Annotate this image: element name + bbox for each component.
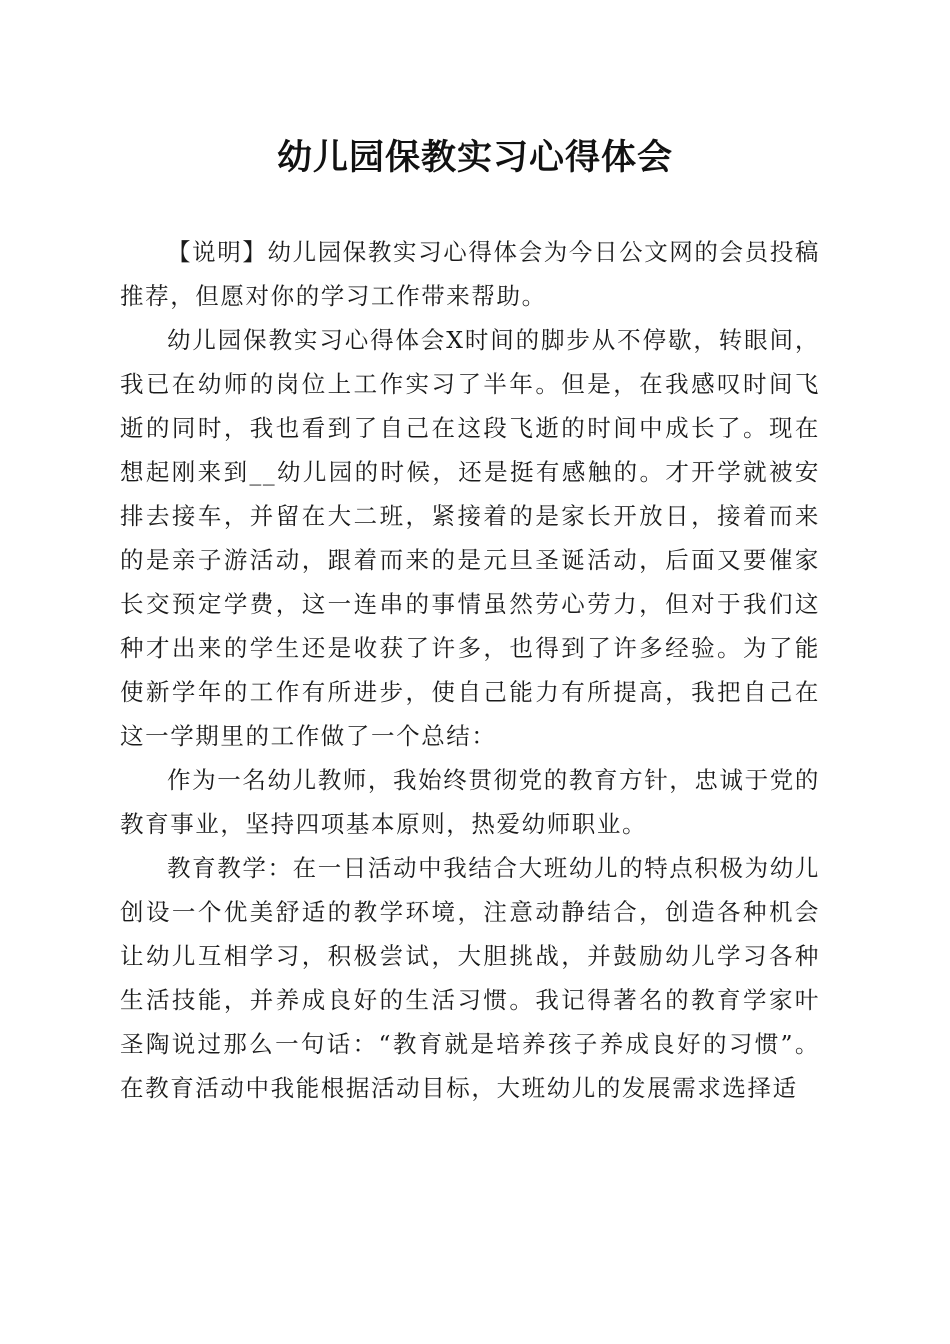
paragraph-teaching: 教育教学：在一日活动中我结合大班幼儿的特点积极为幼儿创设一个优美舒适的教学环境，注意动静结合，创造各种机会让幼儿互相学习，积极尝试，大胆挑战，并鼓励幼儿学习各种生活技能，并养成良好的生活习惯。我记得著名的教育学家叶圣陶说过那么一句话：“教育就是培养孩子养成良好的习惯”。在教育活动中我能根据活动目标，大班幼儿的发展需求选择适: [120, 854, 820, 1102]
document-body: [120, 230, 820, 1110]
paragraph-note: 【说明】幼儿园保教实习心得体会为今日公文网的会员投稿推荐，但愿对你的学习工作带来帮助。: [120, 238, 820, 310]
paragraph-intro: 幼儿园保教实习心得体会X时间的脚步从不停歇，转眼间，我已在幼师的岗位上工作实习了半年。但是，在我感叹时间飞逝的同时，我也看到了自己在这段飞逝的时间中成长了。现在想起刚来到__幼儿园的时候，还是挺有感触的。才开学就被安排去接车，并留在大二班，紧接着的是家长开放日，接着而来的是亲子游活动，跟着而来的是元旦圣诞活动，后面又要催家长交预定学费，这一连串的事情虽然劳心劳力，但对于我们这种才出来的学生还是收获了许多，也得到了许多经验。为了能使新学年的工作有所进步，使自己能力有所提高，我把自己在这一学期里的工作做了一个总结：: [120, 326, 820, 750]
document-title: 幼儿园保教实习心得体会: [276, 137, 673, 178]
paragraph-attitude: 作为一名幼儿教师，我始终贯彻党的教育方针，忠诚于党的教育事业，坚持四项基本原则，热爱幼师职业。: [120, 766, 820, 838]
